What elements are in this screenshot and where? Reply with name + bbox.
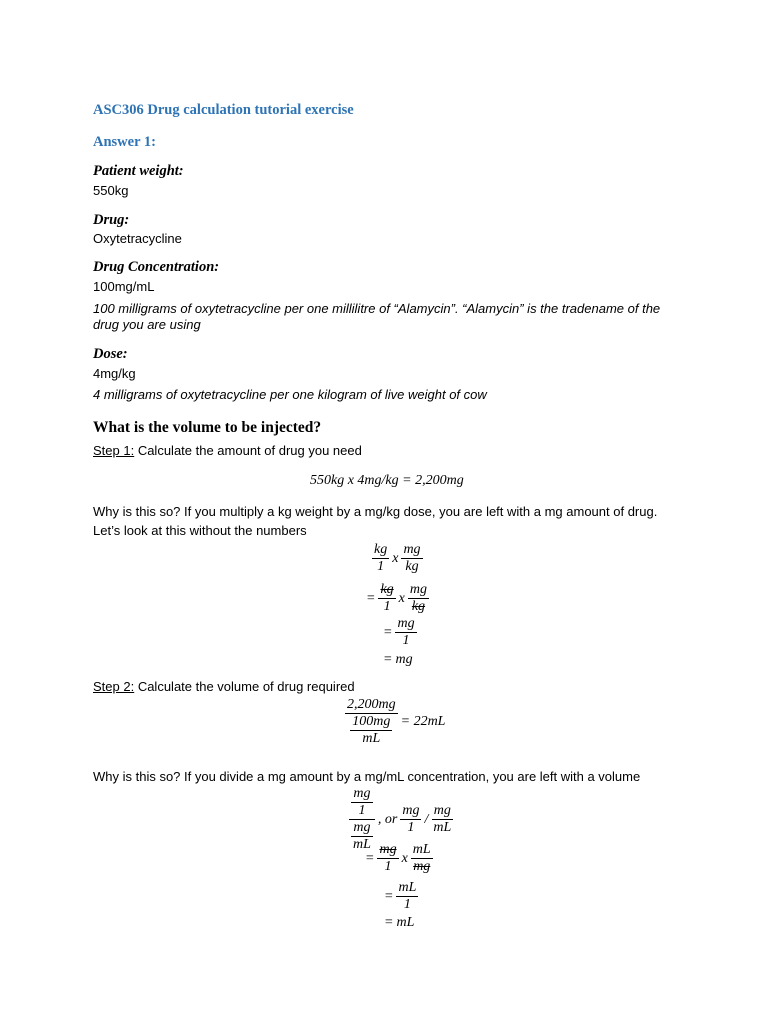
derivation1-line4: = mg [383, 652, 413, 667]
dose-label: Dose: [93, 346, 128, 362]
drug-value: Oxytetracycline [93, 231, 182, 246]
step2-line [93, 679, 355, 694]
fraction: $\frac{mg}{1}$ [402, 803, 420, 835]
derivation1-line1: $\frac{kg}{1}$ x $\frac{mg}{kg}$ [374, 542, 421, 574]
concentration-label: Drug Concentration: [93, 259, 220, 275]
dose-note: 4 milligrams of oxytetracycline per one kilogram of live weight of cow [93, 387, 487, 402]
fraction: $\frac{mg}{1}$ [397, 616, 415, 648]
derivation2-line2: = $\frac{mg}{1}$ x $\frac{mL}{mg}$ [365, 842, 431, 874]
compound-fraction: $\frac{2,200mg}{\frac{100mg}{mL}}$ [347, 697, 396, 746]
fraction-cancelled: $\frac{kg}{1}$ [380, 582, 394, 614]
patient-weight-label: Patient weight: [93, 163, 184, 179]
fraction: $\frac{kg}{1}$ [374, 542, 388, 574]
step1-equation: 550kg x 4mg/kg = 2,200mg [310, 473, 464, 488]
fraction: $\frac{mg}{kg}$ [403, 542, 421, 574]
concentration-note-line1: 100 milligrams of oxytetracycline per one millilitre of “Alamycin”. “Alamycin” is the tradename of the [93, 301, 661, 316]
step1-text: Calculate the amount of drug you need [134, 443, 362, 458]
fraction-cancelled: $\frac{mL}{mg}$ [412, 842, 431, 874]
question-heading: What is the volume to be injected? [93, 419, 322, 436]
concentration-note-line2: drug you are using [93, 317, 201, 332]
derivation2-line3: = $\frac{mL}{1}$ [384, 880, 417, 912]
fraction: $\frac{mg}{mL}$ [433, 803, 452, 835]
step1-line [93, 443, 362, 458]
step2-label: Step 2: [93, 679, 135, 694]
answer-heading: Answer 1: [93, 134, 156, 150]
step1-explain-line2: Let’s look at this without the numbers [93, 523, 307, 538]
step2-text: Calculate the volume of drug required [134, 679, 355, 694]
derivation2-line4: = mL [384, 915, 415, 930]
derivation2-line1: $\frac{\frac{mg}{1}}{\frac{mg}{mL}}$ , or $\frac{mg}{1}$ / $\frac{mg}{mL}$ [349, 786, 456, 853]
drug-label: Drug: [93, 212, 130, 228]
fraction-cancelled: $\frac{mg}{kg}$ [409, 582, 428, 614]
step1-explain-line1: Why is this so? If you multiply a kg weight by a mg/kg dose, you are left with a mg amount of drug. [93, 504, 658, 519]
derivation1-line2: = $\frac{kg}{1}$ x $\frac{mg}{kg}$ [366, 582, 428, 614]
patient-weight-value: 550kg [93, 183, 129, 198]
concentration-value: 100mg/mL [93, 279, 155, 294]
fraction: $\frac{mL}{1}$ [398, 880, 417, 912]
step2-explain: Why is this so? If you divide a mg amount by a mg/mL concentration, you are left with a volume [93, 769, 641, 784]
derivation1-line3: = $\frac{mg}{1}$ [383, 616, 415, 648]
dose-value: 4mg/kg [93, 366, 136, 381]
page-title: ASC306 Drug calculation tutorial exercise [93, 102, 354, 118]
step1-label: Step 1: [93, 443, 135, 458]
compound-fraction: $\frac{\frac{mg}{1}}{\frac{mg}{mL}}$ [349, 786, 375, 853]
step2-equation: $\frac{2,200mg}{\frac{100mg}{mL}}$ = 22mL [347, 697, 446, 746]
fraction-cancelled: $\frac{mg}{1}$ [379, 842, 397, 874]
